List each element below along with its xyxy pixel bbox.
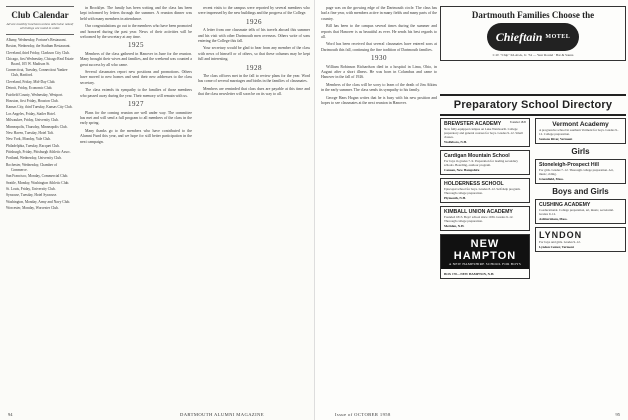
club-entry: Connecticut, Tuesday, Connecticut Yankee Club, Hartford. xyxy=(6,68,68,78)
club-entry: Cleveland, third Friday, Clarkson City Club. xyxy=(6,50,70,55)
school-address: Wolfeboro, N.H. xyxy=(444,140,468,144)
club-entry: Rochester, Wednesday, Chamber of Commerce. xyxy=(6,162,58,172)
club-entry: New York, Monday, Yale Club. xyxy=(6,137,51,142)
girls-section-label: Girls xyxy=(571,147,590,156)
class-notes-col-2: recent visits to the campus were reported by several members who were impressed by the new buildings and the progress of the College. 1926 A letter from one classmate tells of his travels abroad this summer and his visit with other Dartmouth men overseas. Others write of sons entering the College this fall. Your secretary would be glad to hear from any member of the class with news of himself or of others, so that these columns may be kept full and interesting. 1928 The class officers met in the fall to review plans for the year. Word has come of several marriages and births in the families of classmates. Members are reminded that class dues are payable at this time and that the class newsletter will soon be on its way to all. xyxy=(198,6,310,97)
school-address: Greenfield, Mass. xyxy=(539,177,564,181)
school-description: Coeducational. College preparation, art, music, secretarial. Grades 9–12. xyxy=(539,208,614,216)
school-description: Founded 1813. Boys' school since 1936. Grades 9–12. Thorough college preparation. xyxy=(444,215,514,223)
club-entry: Philadelphia, Tuesday, Racquet Club. xyxy=(6,143,60,148)
school-founded: Founded 1820 xyxy=(509,121,526,124)
club-calendar-note: All are monthly luncheon unless otherwise noted; all listings are noted in order. xyxy=(6,22,74,31)
school-name: Cardigan Mountain School xyxy=(444,153,510,159)
club-entry: Los Angeles, Friday, Statler Hotel. xyxy=(6,111,56,116)
logo-sub: MOTEL xyxy=(545,34,571,40)
school-ad xyxy=(440,150,530,175)
school-ad xyxy=(440,178,530,203)
club-entry: Washington, Monday, Army and Navy Club. xyxy=(6,199,71,204)
directory-col-right xyxy=(535,118,626,255)
club-entry: Houston, first Friday, Houston Club. xyxy=(6,98,59,103)
school-address: Ashburnham, Mass. xyxy=(539,217,568,221)
new-hampton-tagline: A NEW HAMPSHIRE SCHOOL FOR BOYS xyxy=(448,262,522,266)
club-entry: Albany, Wednesday, Fortune's Restaurant. xyxy=(6,37,67,42)
school-description: New fully-equipped campus on Lake Wentworth. College preparatory and general courses for boys. Grades 9–12. Small classes. xyxy=(444,127,523,139)
families-title: Dartmouth Families Choose the xyxy=(471,10,595,20)
school-name: KIMBALL UNION ACADEMY xyxy=(444,209,513,215)
magazine-name: DARTMOUTH ALUMNI MAGAZINE xyxy=(180,412,264,417)
class-notes-col-3: page was on the growing edge of the Dartmouth circle. The class has had a fine year, with members active in many fields and many parts of the country. Bill has been to the campus several times during the summer and reports that Hanover is as beautiful as ever. He sends his best regards to all. Word has been received that several classmates have entered sons at Dartmouth this fall, continuing the fine tradition of Dartmouth families. 1930 William Robinson Richardson died in a hospital in Lima, Ohio, in August after a short illness. He was born in Columbus and came to Hanover in the fall of 1926. Members of the class will be sorry to learn of the death of Jim Aikins in the early summer. The class sends its sympathy to his family. George Hans Hogan writes that he is busy with his new position and hopes to see classmates at the next reunion in Hanover. xyxy=(321,6,437,106)
school-description: Episcopal school for boys. Grades 8–12. Self-help program. Thorough college preparation. xyxy=(444,187,521,195)
club-entry: Worcester, Monday, Worcester Club. xyxy=(6,206,59,211)
school-ad xyxy=(440,118,530,147)
motel-info: C.W. "Chip" KLAGG, Jr. '54 — Year Round · Bar & Sauna xyxy=(492,53,574,57)
directory-title: Preparatory School Directory xyxy=(440,94,626,116)
school-ad xyxy=(440,206,530,231)
club-entry: Chicago, first Wednesday, Chicago Real Estate Board, 105 W. Madison St. xyxy=(6,56,74,66)
class-notes-col-1: in Brooklyn. The family has been writing and the class has been kept informed by letters through the summer. A reunion dinner was held with many members in attendance. Our congratulations go out to the members who have been promoted and honored during the past year. News of their activities will be welcomed by the secretary at any time. 1925 Members of the class gathered in Hanover in June for the reunion. Many brought their wives and families, and the weekend was counted a great success by all who came. Several classmates report new positions and promotions. Others have moved to new homes and send their new addresses to the class secretary. The class extends its sympathy to the families of those members who passed away during the year. Their memory will remain with us. 1927 Plans for the coming reunion are well under way. The committee has met and will send a full program to all members of the class in the early spring. Many thanks go to the members who have contributed to the Alumni Fund this year, and we hope for still better participation in the next campaign. xyxy=(80,6,192,144)
page-number: 94 xyxy=(8,412,13,417)
right-page xyxy=(314,0,628,420)
club-entry: New Haven, Tuesday, Hotel Taft. xyxy=(6,130,54,135)
club-entry: Boston, Wednesday, the Stadium Restaurant. xyxy=(6,44,71,49)
club-entry: Cleveland, Friday, Mid-Day Club. xyxy=(6,79,56,84)
club-entry: Kansas City, third Tuesday, Kansas City Club. xyxy=(6,105,73,110)
new-hampton-address: BOX 170—NEW HAMPTON, N.H. xyxy=(444,272,495,276)
club-entry: San Francisco, Monday, Commercial Club. xyxy=(6,174,69,179)
families-box xyxy=(440,6,626,61)
dartmouth-families-ad xyxy=(440,6,626,65)
class-year-heading: 1930 xyxy=(371,54,387,63)
school-address: Plymouth, N.H. xyxy=(444,196,466,200)
divider xyxy=(6,6,74,7)
club-entry: Detroit, Friday, Economic Club. xyxy=(6,86,53,91)
lyndon-ad xyxy=(535,227,626,252)
school-address: Saxtons River, Vermont xyxy=(539,137,573,141)
club-entry: Seattle, Monday, Washington Athletic Club. xyxy=(6,180,70,185)
club-entry: Fairfield County, Wednesday, Westport. xyxy=(6,92,64,97)
school-description: A progressive school in southern Vermont for boys. Grades 9–12. College preparation. xyxy=(539,128,619,136)
school-address: Canaan, New Hampshire xyxy=(444,168,480,172)
club-entry: Syracuse, Tuesday, Hotel Syracuse. xyxy=(6,193,58,198)
school-description: For girls. Grades 7–12. Thorough college preparation. Art, music, riding. xyxy=(539,168,614,176)
school-name: Stoneleigh-Prospect Hill xyxy=(539,162,599,168)
class-year-heading: 1928 xyxy=(246,63,262,72)
divider xyxy=(6,34,74,35)
new-hampton-name: NEW HAMPTON xyxy=(453,238,517,262)
school-name: Vermont Academy xyxy=(552,121,609,128)
new-hampton-ad xyxy=(440,234,530,279)
logo-word: Chieftain xyxy=(495,29,543,44)
school-ad xyxy=(535,118,626,144)
class-year-heading: 1926 xyxy=(246,17,262,26)
school-name: BREWSTER ACADEMY xyxy=(444,121,502,127)
club-list xyxy=(6,38,74,211)
club-calendar xyxy=(6,6,74,213)
club-entry: Milwaukee, Friday, University Club. xyxy=(6,118,59,123)
school-description: For boys in grades 7–9. Preparation for leading secondary schools. Boarding, outdoor program. xyxy=(444,159,518,167)
school-ad xyxy=(535,159,626,184)
club-entry: St. Louis, Friday, University Club. xyxy=(6,187,56,192)
issue-date: Issue of OCTOBER 1958 xyxy=(335,412,391,417)
chieftain-motel-logo xyxy=(487,23,579,51)
school-name: HOLDERNESS SCHOOL xyxy=(444,181,504,187)
lyndon-body: For boys and girls. Grades 9–12. xyxy=(539,240,581,244)
club-entry: Pittsburgh, Friday, Pittsburgh Athletic Assoc. xyxy=(6,150,71,155)
lyndon-name: LYNDON xyxy=(539,230,583,240)
club-entry: Minneapolis, Thursday, Minneapolis Club. xyxy=(6,124,68,129)
class-year-heading: 1925 xyxy=(128,41,144,50)
school-name: CUSHING ACADEMY xyxy=(539,202,591,208)
directory-col-left xyxy=(440,118,530,282)
club-entry: Portland, Wednesday, University Club. xyxy=(6,156,62,161)
page-number: 95 xyxy=(615,412,620,417)
lyndon-address: Lyndon Center, Vermont xyxy=(539,245,574,249)
class-year-heading: 1927 xyxy=(128,100,144,109)
club-calendar-title: Club Calendar xyxy=(11,10,69,20)
school-ad xyxy=(535,199,626,224)
school-address: Meriden, N.H. xyxy=(444,224,465,228)
boys-girls-section-label: Boys and Girls xyxy=(552,187,609,196)
